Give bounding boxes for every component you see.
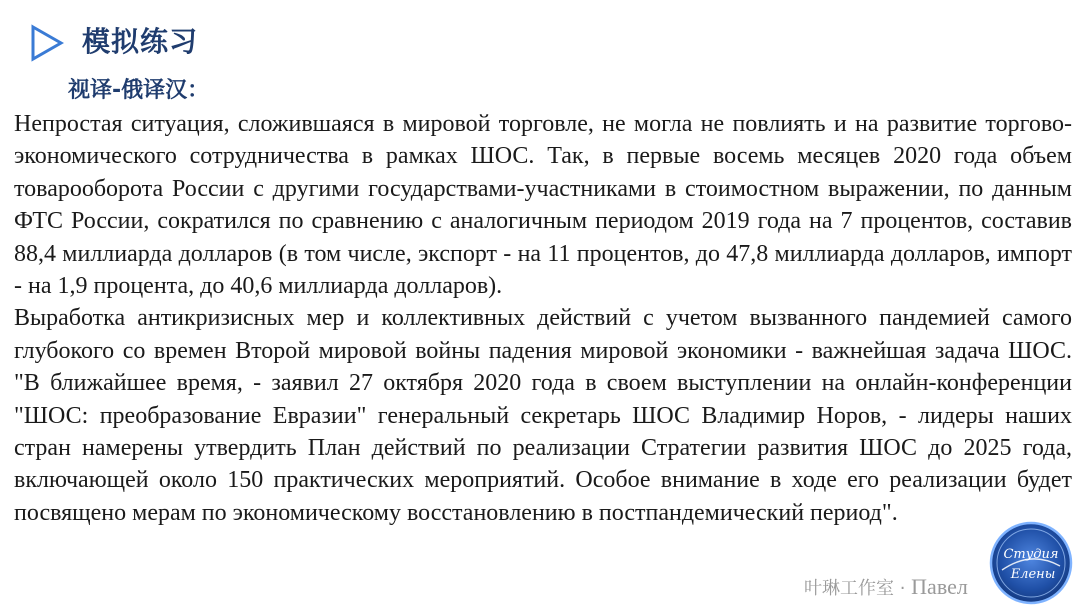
logo-text-bottom: Елены: [1010, 567, 1056, 582]
play-arrow-icon: [30, 24, 64, 62]
text-body: [14, 108, 1072, 529]
watermark-latin: Павел: [911, 574, 968, 599]
watermark-cjk: 叶琳工作室 ·: [804, 578, 912, 599]
paragraph-1: Непростая ситуация, сложившаяся в мировой торговле, не могла не повлиять и на развитие торгово-экономического сотрудничества в рамках ШОС. Так, в первые восемь месяцев 2020 года объем товарооборота России с другими государствами-участниками в стоимостном выражении, по данным ФТС России, сократился по сравнению с аналогичным периодом 2019 года на 7 процентов, составив 88,4 миллиарда долларов (в том числе, экспорт - на 11 процентов, до 47,8 миллиарда долларов, импорт - на 1,9 процента, до 40,6 миллиарда долларов).: [14, 111, 1072, 300]
paragraph-2: Выработка антикризисных мер и коллективных действий с учетом вызванного пандемией самого глубокого со времен Второй мировой войны падения мировой экономики - важнейшая задача ШОС. "В ближайшее время, - заявил 27 октября 2020 года в своем выступлении на онлайн-конференции "ШОС: преобразование Евразии" генеральный секретарь ШОС Владимир Норов, - лидеры наших стран намерены утвердить План действий по реализации Стратегии развития ШОС до 2025 года, включающей около 150 практических мероприятий. Особое внимание в ходе его реализации будет посвящено мерам по экономическому восстановлению в постпандемический период".: [14, 305, 1072, 526]
page-title: 模拟练习: [82, 25, 199, 58]
section-subtitle: 视译-俄译汉：: [68, 78, 210, 103]
logo-text-top: Студия: [1003, 547, 1059, 562]
watermark: [804, 574, 968, 602]
studio-logo-icon: [988, 520, 1074, 606]
